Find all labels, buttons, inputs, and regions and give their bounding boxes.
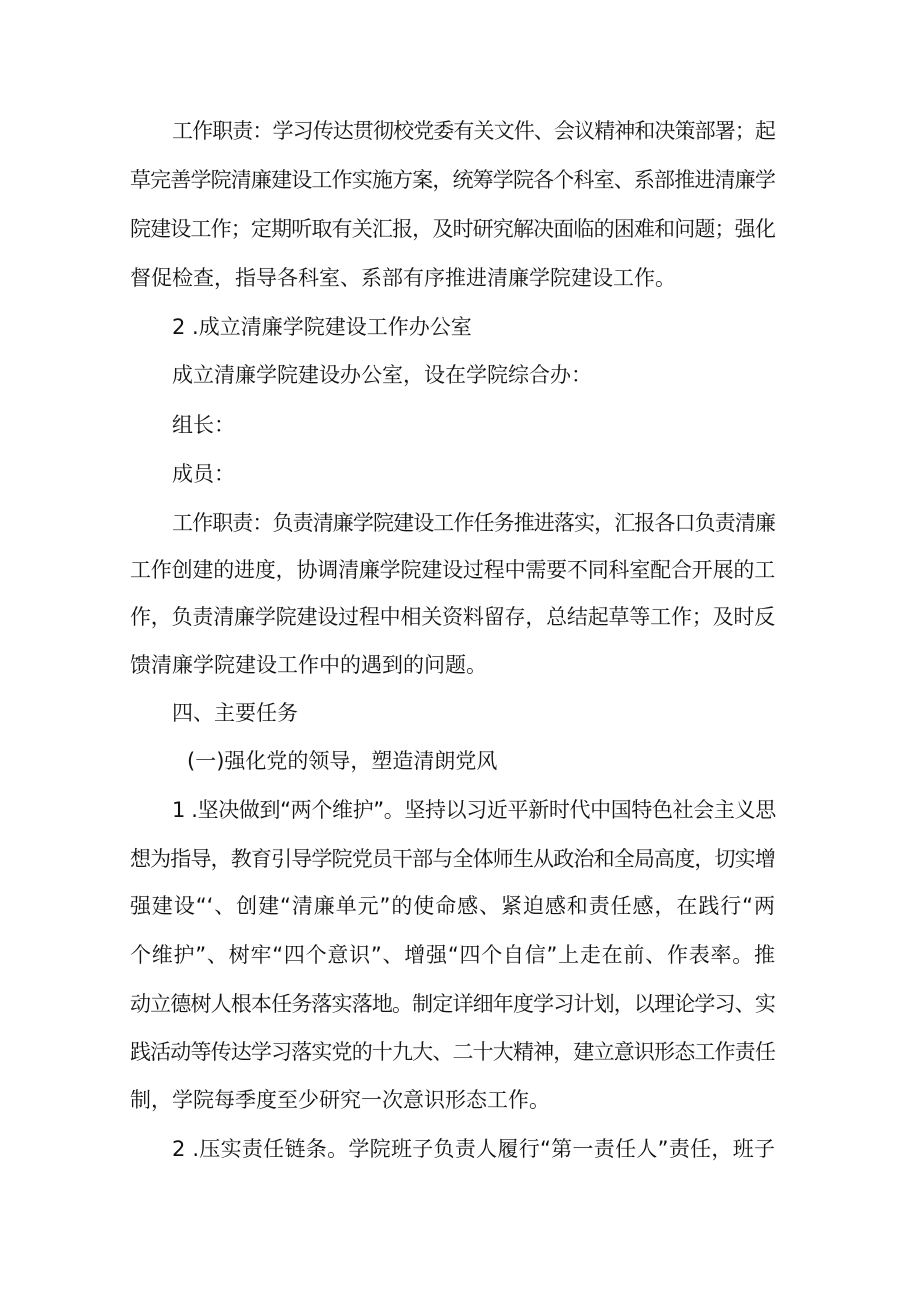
paragraph-line: 成立清廉学院建设办公室，设在学院综合办： [172,363,592,387]
subsection-heading: (一)强化党的领导，塑造清朗党风 [187,749,498,773]
paragraph-line: 工作职责：负责清廉学院建设工作任务推进落实，汇报各口负责清廉 [172,511,775,535]
paragraph-line: 想为指导，教育引导学院党员干部与全体师生从政治和全局高度，切实增 [130,847,775,871]
section-heading: 2 .成立清廉学院建设工作办公室 [172,315,472,339]
members-label: 成员： [172,462,235,486]
group-leader-label: 组长： [172,413,235,437]
paragraph-line: 1 .坚决做到“两个维护”。坚持以习近平新时代中国特色社会主义思 [172,798,776,822]
paragraph-line: 工作创建的进度，协调清廉学院建设过程中需要不同科室配合开展的工 [130,558,775,582]
paragraph-line: 2 .压实责任链条。学院班子负责人履行“第一责任人”责任，班子 [172,1137,775,1161]
paragraph-line: 践活动等传达学习落实党的十九大、二十大精神，建立意识形态工作责任 [130,1040,775,1064]
paragraph-line: 作，负责清廉学院建设过程中相关资料留存，总结起草等工作；及时反 [130,605,775,629]
paragraph-line: 强建设“‘、创建“清廉单元”的使命感、紧迫感和责任感，在践行“两 [130,894,775,918]
paragraph-line: 个维护”、树牢“四个意识”、增强“四个自信”上走在前、作表率。推 [130,943,775,967]
paragraph-line: 馈清廉学院建设工作中的遇到的问题。 [130,653,487,677]
paragraph-line: 工作职责：学习传达贯彻校党委有关文件、会议精神和决策部署；起 [172,119,775,143]
paragraph-line: 草完善学院清廉建设工作实施方案，统筹学院各个科室、系部推进清廉学 [130,168,775,192]
paragraph-line: 动立德树人根本任务落实落地。制定详细年度学习计划，以理论学习、实 [130,992,775,1016]
paragraph-line: 督促检查，指导各科室、系部有序推进清廉学院建设工作。 [130,266,676,290]
chapter-heading: 四、主要任务 [172,701,298,725]
paragraph-line: 院建设工作；定期听取有关汇报，及时研究解决面临的困难和问题；强化 [130,217,775,241]
paragraph-line: 制，学院每季度至少研究一次意识形态工作。 [130,1088,550,1112]
